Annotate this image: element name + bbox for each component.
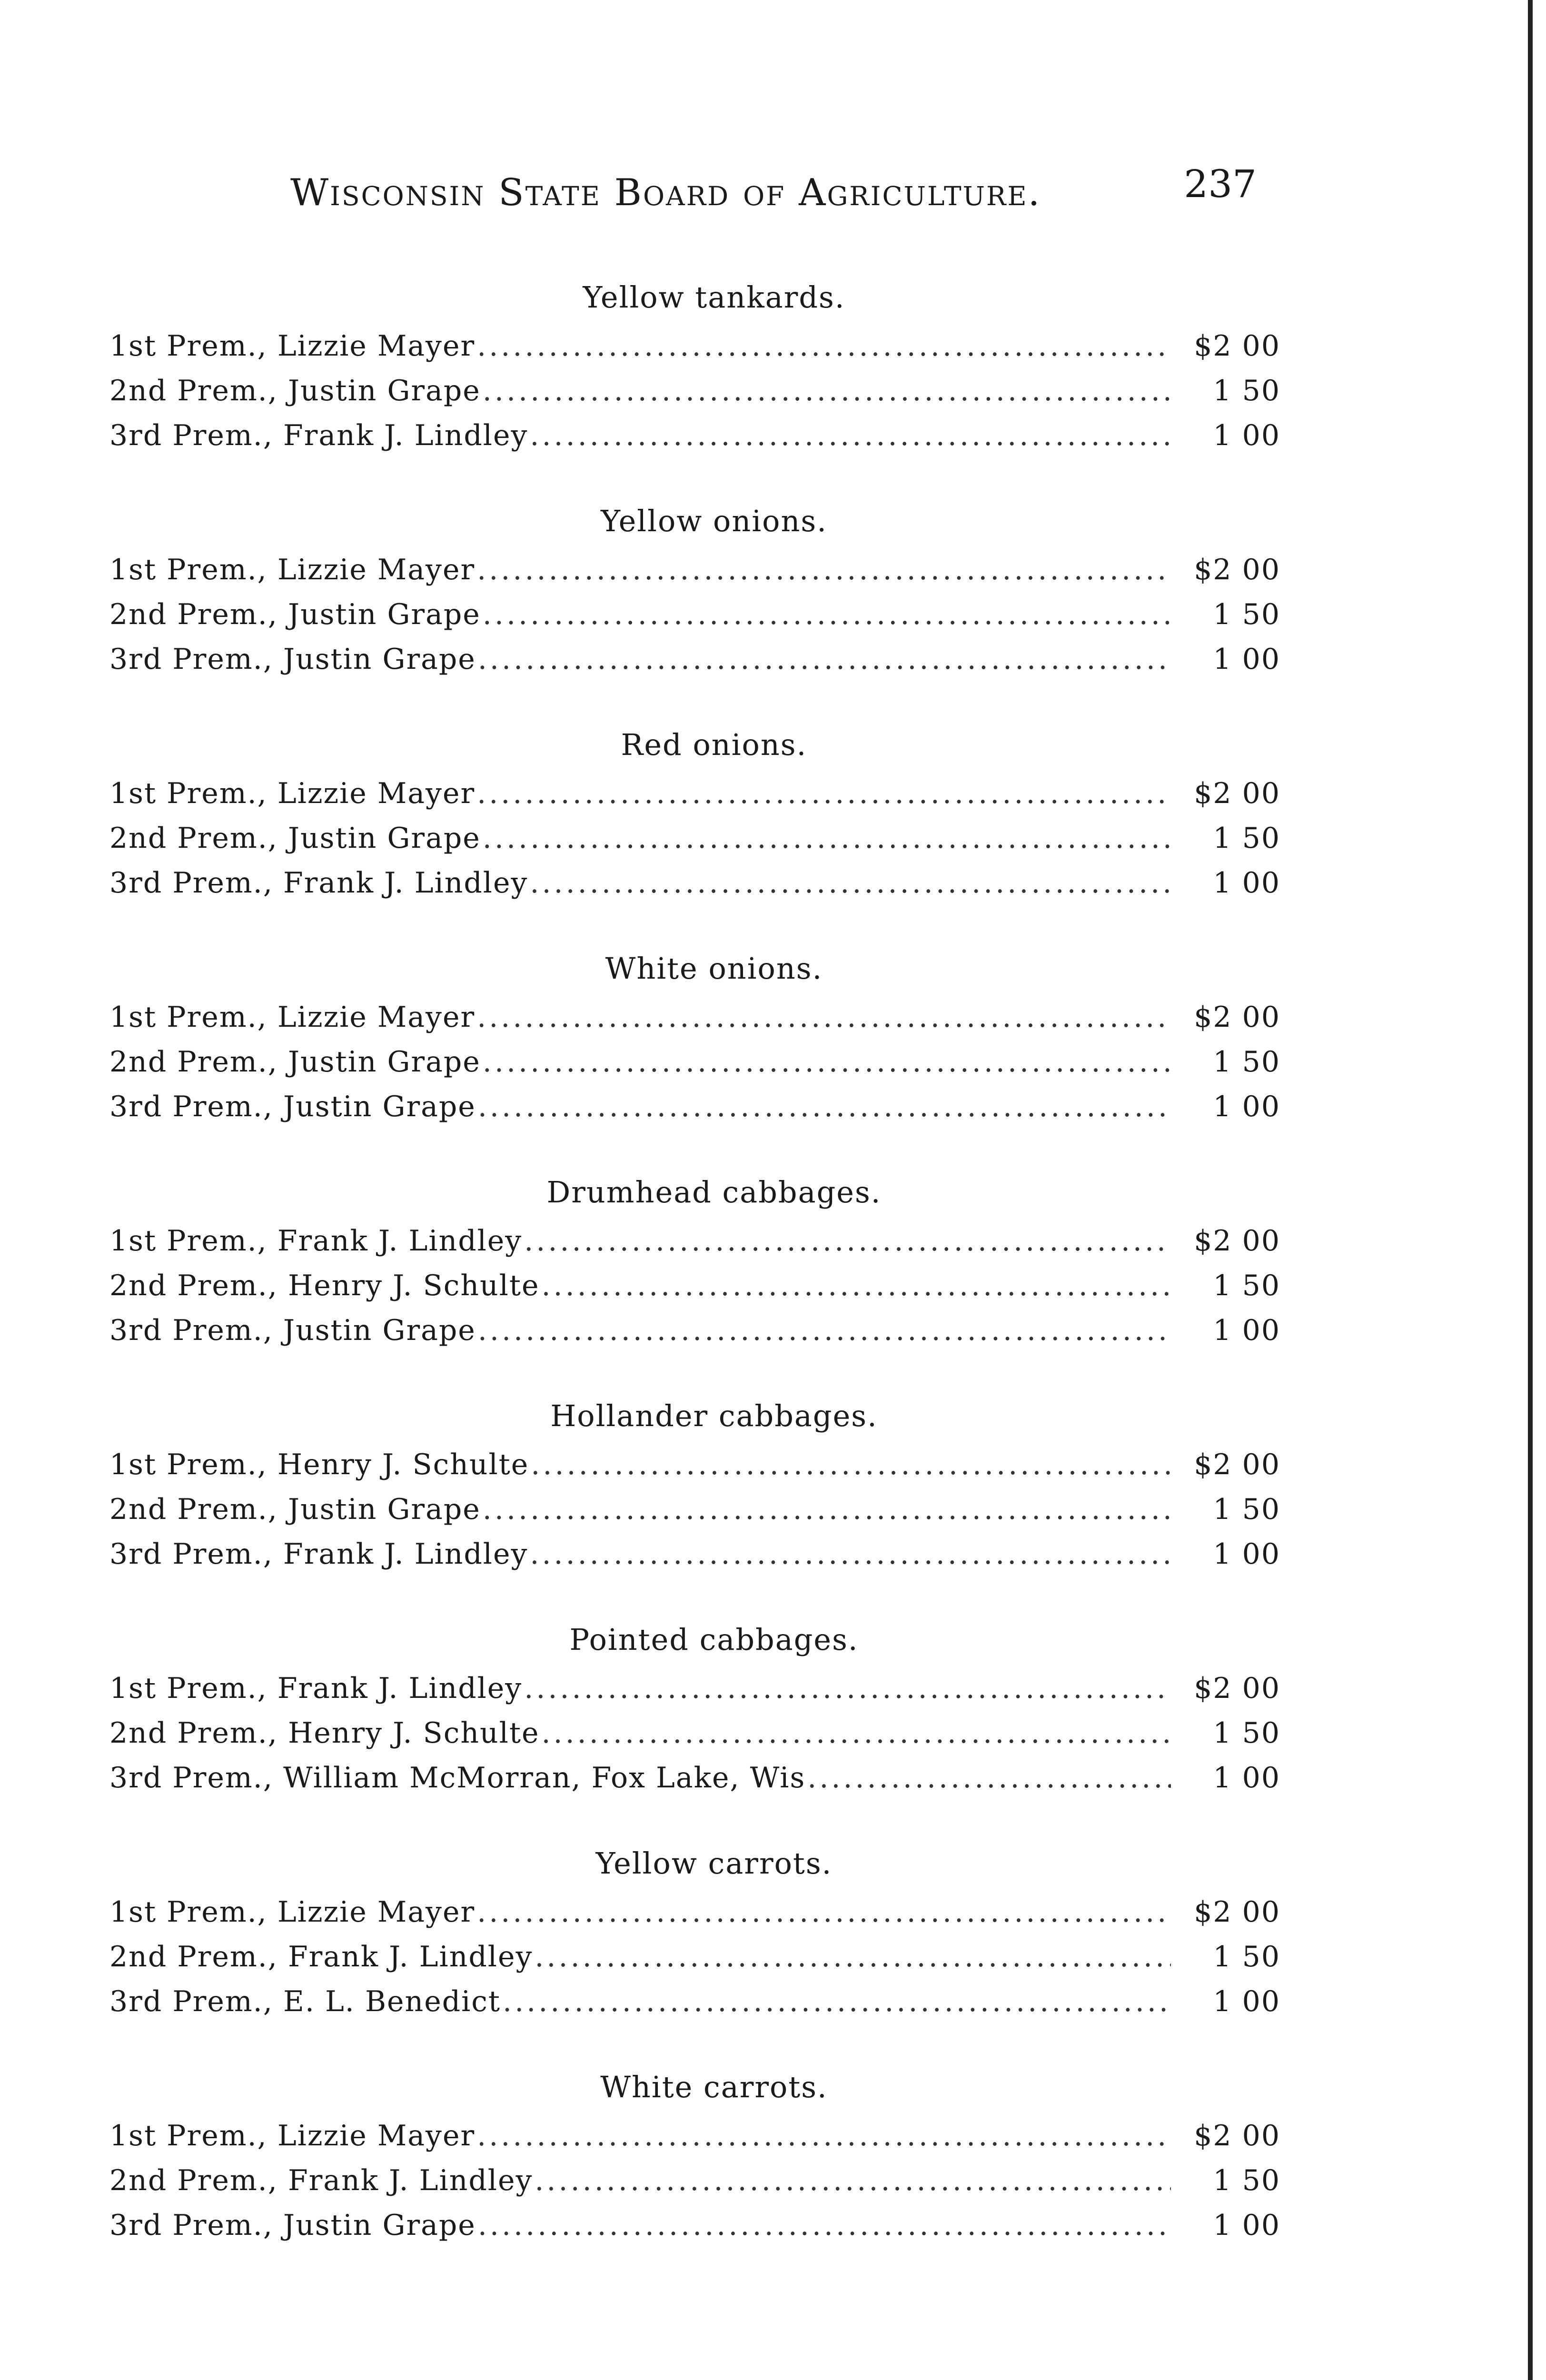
premium-amount: 1 50: [1213, 598, 1280, 631]
premium-entry: [109, 413, 1280, 458]
dot-leader: [524, 1666, 1171, 1711]
premium-winner: Frank J. Lindley: [283, 866, 528, 900]
premium-amount: 1 00: [1213, 1761, 1280, 1795]
premium-entry: [109, 1979, 1280, 2024]
premium-entry: [109, 1308, 1280, 1353]
page-edge-border: [1528, 0, 1533, 2380]
page-header: [290, 162, 1257, 219]
section-title: White carrots.: [600, 2070, 828, 2104]
premium-amount: 1 00: [1213, 2209, 1280, 2242]
premium-place: 1st Prem.,: [109, 1448, 268, 1481]
dot-leader: [478, 1084, 1171, 1129]
premium-amount: $2 00: [1194, 1448, 1280, 1481]
dot-leader: [483, 592, 1171, 637]
premium-place: 2nd Prem.,: [109, 374, 278, 407]
premium-place: 2nd Prem.,: [109, 1716, 278, 1750]
premium-winner: Lizzie Mayer: [277, 1895, 476, 1929]
section-title: Yellow tankards.: [583, 280, 845, 315]
premium-place: 2nd Prem.,: [109, 822, 278, 855]
premium-winner: Justin Grape: [283, 1314, 476, 1347]
premium-amount: 1 50: [1213, 2164, 1280, 2197]
premium-amount: $2 00: [1194, 777, 1280, 810]
premium-entry: [109, 1219, 1280, 1263]
premium-place: 3rd Prem.,: [109, 866, 273, 900]
section-title: Yellow carrots.: [595, 1846, 832, 1881]
premium-amount: 1 00: [1213, 1090, 1280, 1123]
premium-entry: [109, 1263, 1280, 1308]
premium-place: 1st Prem.,: [109, 553, 268, 586]
premium-section: [109, 1390, 1280, 1614]
dot-leader: [483, 368, 1171, 413]
section-title: Yellow onions.: [601, 504, 827, 538]
section-title: White onions.: [605, 951, 823, 986]
section-title: Pointed cabbages.: [569, 1622, 859, 1657]
premium-entry: [109, 1040, 1280, 1084]
premium-place: 3rd Prem.,: [109, 643, 273, 676]
dot-leader: [478, 637, 1171, 682]
premium-entry: [109, 1711, 1280, 1755]
dot-leader: [478, 2203, 1171, 2248]
premium-winner: Justin Grape: [287, 598, 481, 631]
premium-list: [109, 271, 1280, 2285]
dot-leader: [524, 1219, 1171, 1263]
dot-leader: [530, 413, 1171, 458]
premium-entry: [109, 995, 1280, 1040]
premium-winner: Lizzie Mayer: [277, 2119, 476, 2152]
dot-leader: [541, 1711, 1171, 1755]
premium-winner: Henry J. Schulte: [287, 1716, 540, 1750]
premium-winner: Henry J. Schulte: [277, 1448, 529, 1481]
premium-entry: [109, 1532, 1280, 1577]
premium-amount: 1 00: [1213, 1985, 1280, 2018]
premium-winner: Frank J. Lindley: [287, 1940, 533, 1973]
premium-place: 2nd Prem.,: [109, 1045, 278, 1079]
premium-entry: [109, 547, 1280, 592]
premium-amount: $2 00: [1194, 1895, 1280, 1929]
dot-leader: [535, 2158, 1171, 2203]
premium-entry: [109, 592, 1280, 637]
dot-leader: [477, 995, 1171, 1040]
premium-entry: [109, 1890, 1280, 1934]
premium-entry: [109, 2203, 1280, 2248]
premium-winner: Henry J. Schulte: [287, 1269, 540, 1302]
dot-leader: [483, 1487, 1171, 1532]
running-title: Wisconsin State Board of Agriculture.: [290, 171, 1041, 214]
dot-leader: [503, 1979, 1171, 2024]
premium-amount: $2 00: [1194, 553, 1280, 586]
premium-entry: [109, 1084, 1280, 1129]
premium-winner: Frank J. Lindley: [277, 1224, 523, 1258]
premium-place: 2nd Prem.,: [109, 1493, 278, 1526]
premium-amount: $2 00: [1194, 1672, 1280, 1705]
dot-leader: [807, 1755, 1171, 1800]
premium-winner: Frank J. Lindley: [283, 419, 528, 452]
premium-section: [109, 495, 1280, 719]
premium-amount: $2 00: [1194, 1001, 1280, 1034]
premium-entry: [109, 1487, 1280, 1532]
premium-winner: Frank J. Lindley: [283, 1537, 528, 1571]
premium-section: [109, 1614, 1280, 1837]
premium-winner: Lizzie Mayer: [277, 553, 476, 586]
dot-leader: [530, 861, 1171, 905]
premium-amount: $2 00: [1194, 329, 1280, 363]
premium-entry: [109, 1934, 1280, 1979]
premium-place: 3rd Prem.,: [109, 1761, 273, 1795]
premium-amount: 1 50: [1213, 1045, 1280, 1079]
premium-section: [109, 1837, 1280, 2061]
premium-amount: 1 50: [1213, 1940, 1280, 1973]
premium-entry: [109, 1442, 1280, 1487]
premium-place: 2nd Prem.,: [109, 1269, 278, 1302]
premium-winner: Justin Grape: [287, 1045, 481, 1079]
section-title: Red onions.: [621, 727, 807, 762]
premium-winner: Frank J. Lindley: [277, 1672, 523, 1705]
premium-entry: [109, 324, 1280, 368]
premium-amount: 1 00: [1213, 419, 1280, 452]
premium-section: [109, 2061, 1280, 2285]
premium-place: 2nd Prem.,: [109, 598, 278, 631]
premium-amount: $2 00: [1194, 2119, 1280, 2152]
premium-place: 2nd Prem.,: [109, 2164, 278, 2197]
premium-amount: 1 00: [1213, 1314, 1280, 1347]
dot-leader: [477, 2113, 1171, 2158]
premium-place: 1st Prem.,: [109, 1672, 268, 1705]
premium-section: [109, 719, 1280, 942]
dot-leader: [541, 1263, 1171, 1308]
dot-leader: [477, 324, 1171, 368]
dot-leader: [478, 1308, 1171, 1353]
premium-place: 3rd Prem.,: [109, 419, 273, 452]
premium-amount: 1 00: [1213, 1537, 1280, 1571]
premium-entry: [109, 771, 1280, 816]
premium-entry: [109, 816, 1280, 861]
premium-winner: Justin Grape: [287, 1493, 481, 1526]
premium-winner: Justin Grape: [283, 643, 476, 676]
dot-leader: [530, 1532, 1171, 1577]
premium-winner: Lizzie Mayer: [277, 1001, 476, 1034]
premium-winner: Justin Grape: [283, 2209, 476, 2242]
premium-place: 1st Prem.,: [109, 1224, 268, 1258]
premium-section: [109, 1166, 1280, 1390]
dot-leader: [477, 1890, 1171, 1934]
premium-entry: [109, 637, 1280, 682]
premium-place: 1st Prem.,: [109, 1001, 268, 1034]
premium-place: 3rd Prem.,: [109, 2209, 273, 2242]
section-title: Hollander cabbages.: [550, 1398, 878, 1433]
premium-place: 3rd Prem.,: [109, 1090, 273, 1123]
dot-leader: [535, 1934, 1171, 1979]
premium-winner: William McMorran, Fox Lake, Wis: [283, 1761, 806, 1795]
premium-entry: [109, 2158, 1280, 2203]
premium-entry: [109, 2113, 1280, 2158]
premium-amount: 1 00: [1213, 643, 1280, 676]
premium-winner: Justin Grape: [283, 1090, 476, 1123]
dot-leader: [483, 816, 1171, 861]
premium-amount: 1 50: [1213, 1269, 1280, 1302]
premium-amount: 1 50: [1213, 822, 1280, 855]
premium-amount: 1 00: [1213, 866, 1280, 900]
premium-place: 1st Prem.,: [109, 1895, 268, 1929]
premium-place: 1st Prem.,: [109, 2119, 268, 2152]
premium-winner: E. L. Benedict: [283, 1985, 501, 2018]
premium-amount: 1 50: [1213, 1716, 1280, 1750]
premium-entry: [109, 1666, 1280, 1711]
premium-winner: Justin Grape: [287, 374, 481, 407]
dot-leader: [477, 771, 1171, 816]
premium-winner: Lizzie Mayer: [277, 329, 476, 363]
section-title: Drumhead cabbages.: [546, 1175, 882, 1210]
premium-amount: 1 50: [1213, 1493, 1280, 1526]
premium-winner: Justin Grape: [287, 822, 481, 855]
premium-amount: 1 50: [1213, 374, 1280, 407]
dot-leader: [477, 547, 1171, 592]
premium-amount: $2 00: [1194, 1224, 1280, 1258]
premium-section: [109, 942, 1280, 1166]
premium-place: 3rd Prem.,: [109, 1537, 273, 1571]
premium-entry: [109, 368, 1280, 413]
premium-winner: Lizzie Mayer: [277, 777, 476, 810]
premium-place: 3rd Prem.,: [109, 1985, 273, 2018]
premium-place: 2nd Prem.,: [109, 1940, 278, 1973]
premium-place: 3rd Prem.,: [109, 1314, 273, 1347]
dot-leader: [531, 1442, 1171, 1487]
premium-place: 1st Prem.,: [109, 329, 268, 363]
premium-winner: Frank J. Lindley: [287, 2164, 533, 2197]
premium-section: [109, 271, 1280, 495]
page-number: 237: [1184, 162, 1257, 206]
dot-leader: [483, 1040, 1171, 1084]
premium-entry: [109, 861, 1280, 905]
premium-place: 1st Prem.,: [109, 777, 268, 810]
premium-entry: [109, 1755, 1280, 1800]
